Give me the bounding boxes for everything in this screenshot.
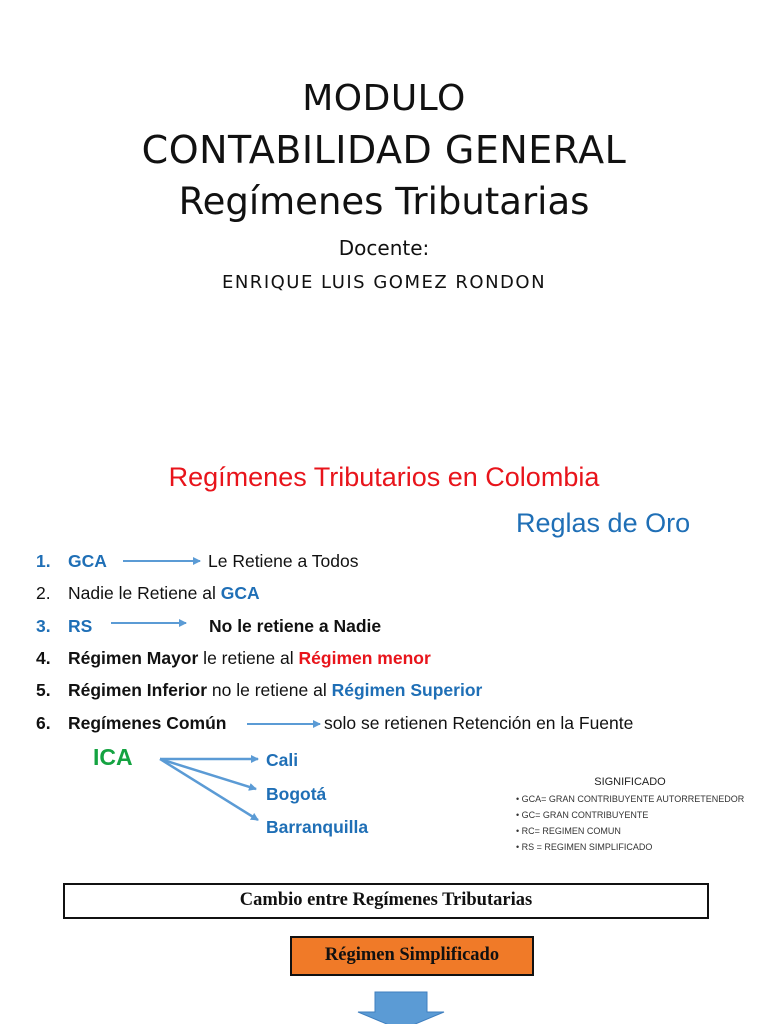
section-heading: Regímenes Tributarios en Colombia — [168, 462, 600, 492]
city-bogota: Bogotá — [266, 784, 327, 804]
rule-term: Régimen Inferior — [68, 680, 208, 700]
docente-label: Docente: — [338, 236, 430, 260]
rule-text: le retiene al — [198, 648, 299, 668]
significado-item: • RS = REGIMEN SIMPLIFICADO — [516, 842, 653, 852]
rule-term: RS — [68, 616, 93, 636]
regimen-simplificado-box: Régimen Simplificado — [290, 936, 534, 976]
rule-number: 2. — [36, 583, 51, 603]
significado-item: • GC= GRAN CONTRIBUYENTE — [516, 810, 649, 820]
rule-text: solo se retienen Retención en la Fuente — [324, 713, 634, 733]
title-line-modulo: MODULO — [302, 78, 466, 119]
rule-number: 1. — [36, 551, 51, 571]
title-line-course: CONTABILIDAD GENERAL — [141, 128, 627, 172]
rule-number: 5. — [36, 680, 51, 700]
title-line-topic: Regímenes Tributarias — [178, 180, 590, 223]
rule-number: 6. — [36, 713, 51, 733]
significado-item: • RC= REGIMEN COMUN — [516, 826, 621, 836]
city-cali: Cali — [266, 750, 299, 770]
rule-term: Regímenes Común — [68, 713, 227, 733]
ica-label: ICA — [93, 744, 133, 770]
rule-text: Nadie le Retiene al — [68, 583, 221, 603]
arrow-down-icon — [358, 992, 444, 1024]
arrow-right-icon — [160, 759, 256, 789]
rule-number: 3. — [36, 616, 51, 636]
section-subheading: Reglas de Oro — [516, 508, 691, 538]
significado-item: • GCA= GRAN CONTRIBUYENTE AUTORRETENEDOR — [516, 794, 745, 804]
arrow-right-icon — [160, 759, 258, 820]
change-heading-box: Cambio entre Regímenes Tributarias — [63, 883, 709, 919]
city-barranquilla: Barranquilla — [266, 817, 369, 837]
rule-term-blue: Régimen Superior — [331, 680, 483, 700]
rule-text: Le Retiene a Todos — [208, 551, 359, 571]
rule-term-red: Régimen menor — [298, 648, 431, 668]
docente-name: ENRIQUE LUIS GOMEZ RONDON — [221, 272, 547, 293]
significado-title: SIGNIFICADO — [594, 776, 666, 788]
rule-term: Régimen Mayor — [68, 648, 199, 668]
rule-term: GCA — [68, 551, 107, 571]
rule-text: no le retiene al — [207, 680, 332, 700]
rule-text: No le retiene a Nadie — [209, 616, 382, 636]
rule-term: GCA — [220, 583, 260, 603]
rule-number: 4. — [36, 648, 51, 668]
significado-legend — [508, 772, 752, 860]
